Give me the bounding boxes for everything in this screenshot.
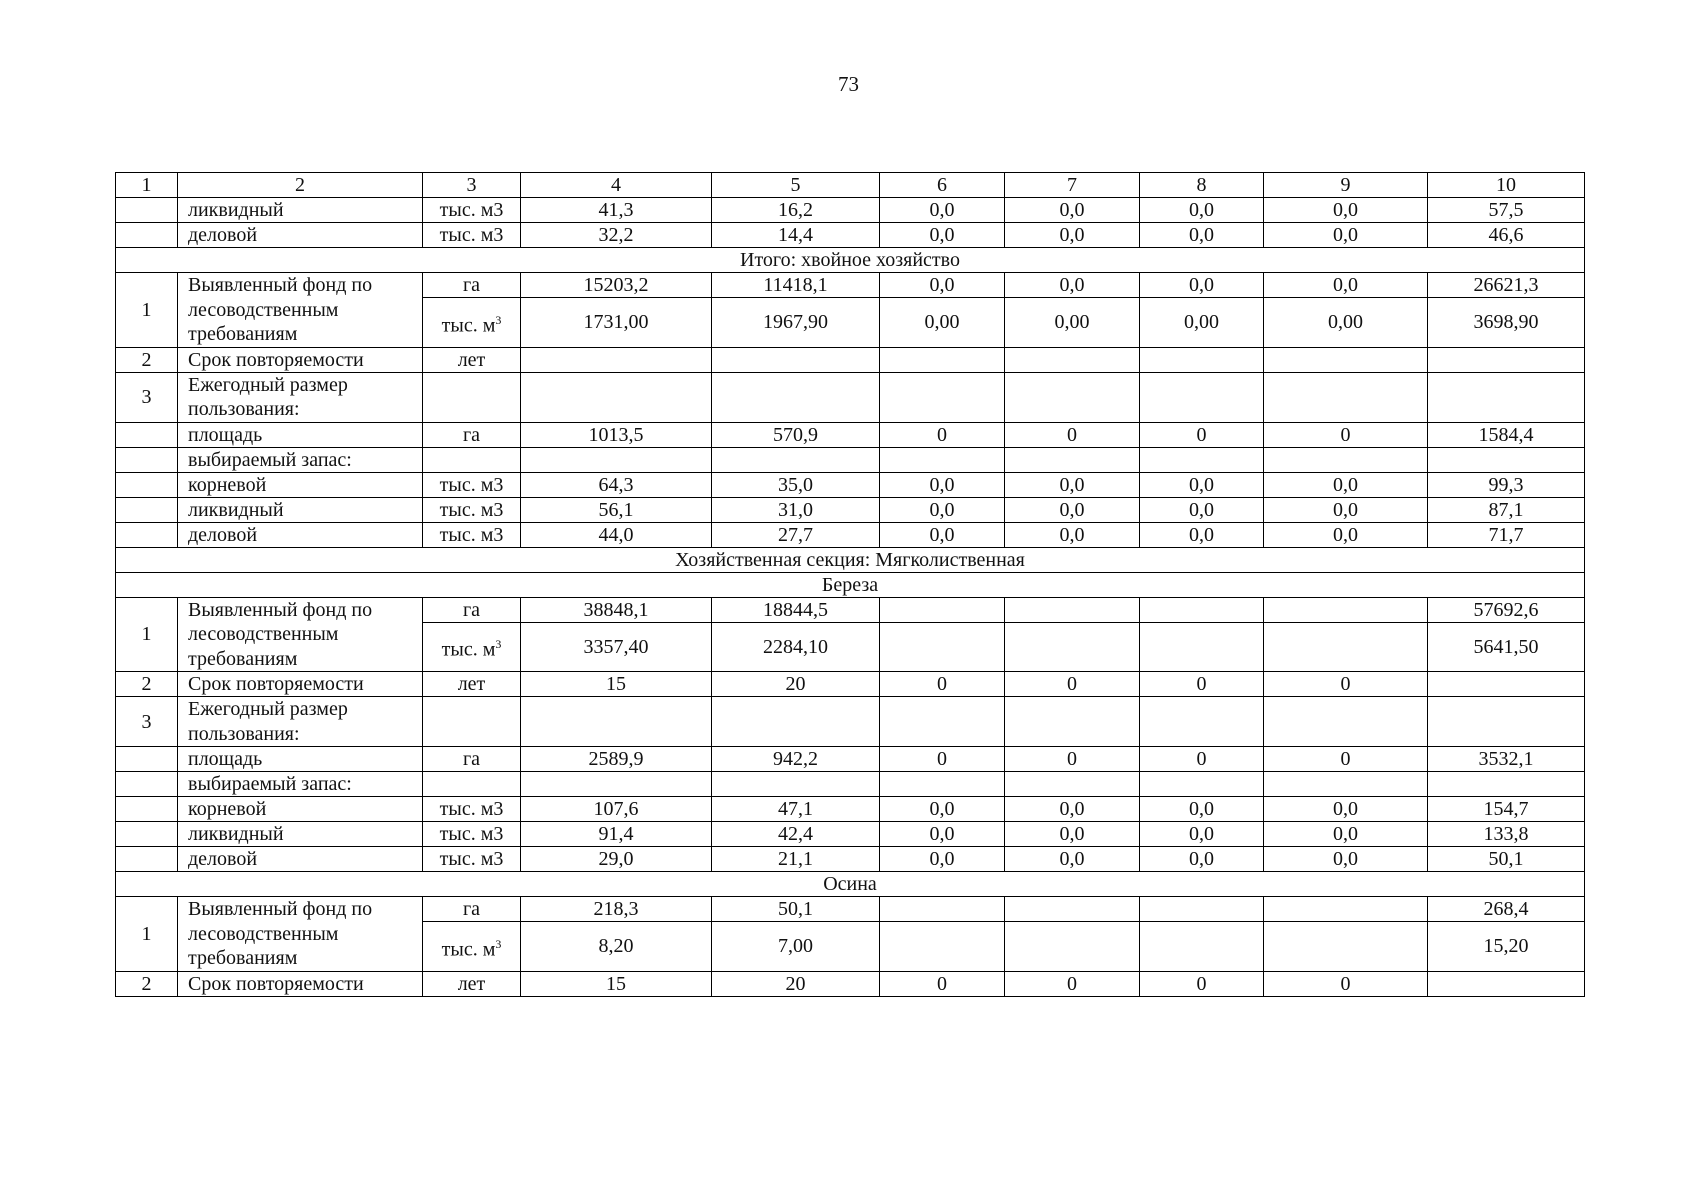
value-cell: 20 [712, 672, 880, 697]
value-cell: 0,0 [1140, 847, 1264, 872]
value-cell: 0,0 [1005, 472, 1140, 497]
row-number: 1 [116, 597, 178, 672]
table-row [116, 897, 1585, 922]
value-cell: 0,0 [1005, 797, 1140, 822]
value-cell: 0 [1005, 672, 1140, 697]
value-cell [1140, 372, 1264, 422]
value-cell [1264, 347, 1428, 372]
value-cell [1005, 447, 1140, 472]
value-cell [712, 372, 880, 422]
value-cell [521, 372, 712, 422]
row-label: Выявленный фонд по лесоводственным требованиям [178, 897, 423, 972]
value-cell: 0 [880, 672, 1005, 697]
value-cell: 0,0 [1140, 472, 1264, 497]
value-cell: 0,00 [880, 298, 1005, 347]
table-row [116, 472, 1585, 497]
value-cell: 0,0 [1005, 822, 1140, 847]
table-row [116, 772, 1585, 797]
value-cell: 87,1 [1428, 497, 1585, 522]
value-cell: 0,0 [1140, 522, 1264, 547]
section-title: Береза [116, 572, 1585, 597]
value-cell [1140, 622, 1264, 671]
value-cell: 0,00 [1005, 298, 1140, 347]
value-cell: 0,0 [1264, 797, 1428, 822]
value-cell: 133,8 [1428, 822, 1585, 847]
value-cell: 0,00 [1264, 298, 1428, 347]
unit-cell [423, 622, 521, 671]
row-label: ликвидный [178, 822, 423, 847]
row-label: деловой [178, 522, 423, 547]
unit-base: тыс. м [441, 314, 496, 337]
value-cell: 0,0 [1140, 497, 1264, 522]
row-number: 3 [116, 372, 178, 422]
table-row [116, 273, 1585, 298]
value-cell: 218,3 [521, 897, 712, 922]
value-cell: 44,0 [521, 522, 712, 547]
value-cell: 31,0 [712, 497, 880, 522]
unit-cell: тыс. м3 [423, 198, 521, 223]
table-row [116, 747, 1585, 772]
value-cell [880, 622, 1005, 671]
value-cell: 0,0 [1140, 198, 1264, 223]
value-cell: 5641,50 [1428, 622, 1585, 671]
row-number: 2 [116, 672, 178, 697]
header-cell: 9 [1264, 173, 1428, 198]
value-cell [1428, 772, 1585, 797]
value-cell: 0,0 [1264, 822, 1428, 847]
unit-cell: тыс. м3 [423, 497, 521, 522]
header-cell: 3 [423, 173, 521, 198]
value-cell: 15,20 [1428, 922, 1585, 971]
page-number: 73 [838, 72, 859, 96]
value-cell: 0 [880, 971, 1005, 996]
value-cell: 0 [880, 422, 1005, 447]
value-cell: 7,00 [712, 922, 880, 971]
value-cell [880, 597, 1005, 622]
value-cell: 0,0 [1264, 223, 1428, 248]
value-cell: 47,1 [712, 797, 880, 822]
value-cell [1005, 347, 1140, 372]
value-cell: 942,2 [712, 747, 880, 772]
row-label: Ежегодный размер пользования: [178, 372, 423, 422]
unit-cell: лет [423, 971, 521, 996]
unit-cell: лет [423, 347, 521, 372]
value-cell: 50,1 [1428, 847, 1585, 872]
unit-cell [423, 372, 521, 422]
unit-cell: тыс. м3 [423, 472, 521, 497]
header-cell: 8 [1140, 173, 1264, 198]
value-cell: 0,00 [1140, 298, 1264, 347]
table-row [116, 497, 1585, 522]
value-cell [712, 772, 880, 797]
value-cell [1264, 897, 1428, 922]
value-cell [1005, 772, 1140, 797]
value-cell: 15203,2 [521, 273, 712, 298]
value-cell: 8,20 [521, 922, 712, 971]
value-cell: 0,0 [1140, 797, 1264, 822]
value-cell [1140, 347, 1264, 372]
value-cell: 1731,00 [521, 298, 712, 347]
value-cell: 16,2 [712, 198, 880, 223]
value-cell [1428, 372, 1585, 422]
header-cell: 6 [880, 173, 1005, 198]
row-label: деловой [178, 223, 423, 248]
value-cell: 0,0 [1005, 223, 1140, 248]
value-cell [1264, 372, 1428, 422]
header-cell: 4 [521, 173, 712, 198]
row-label: Срок повторяемости [178, 672, 423, 697]
value-cell: 1013,5 [521, 422, 712, 447]
table-row [116, 522, 1585, 547]
value-cell: 1967,90 [712, 298, 880, 347]
row-label: площадь [178, 422, 423, 447]
value-cell [880, 697, 1005, 747]
row-label: площадь [178, 747, 423, 772]
table-row [116, 847, 1585, 872]
value-cell [880, 447, 1005, 472]
value-cell [521, 347, 712, 372]
value-cell: 18844,5 [712, 597, 880, 622]
row-number [116, 822, 178, 847]
value-cell [1264, 922, 1428, 971]
row-label: ликвидный [178, 198, 423, 223]
value-cell: 32,2 [521, 223, 712, 248]
value-cell: 0,0 [1264, 198, 1428, 223]
table-row [116, 971, 1585, 996]
value-cell: 0 [1140, 422, 1264, 447]
value-cell: 57692,6 [1428, 597, 1585, 622]
value-cell: 0,0 [880, 822, 1005, 847]
unit-base: тыс. м [441, 938, 496, 961]
row-label: выбираемый запас: [178, 447, 423, 472]
header-cell: 7 [1005, 173, 1140, 198]
value-cell: 0,0 [1264, 472, 1428, 497]
value-cell: 0,0 [880, 797, 1005, 822]
value-cell [880, 372, 1005, 422]
value-cell: 3357,40 [521, 622, 712, 671]
value-cell: 27,7 [712, 522, 880, 547]
row-number: 2 [116, 971, 178, 996]
row-label: Срок повторяемости [178, 347, 423, 372]
value-cell: 0,0 [1264, 273, 1428, 298]
header-cell: 2 [178, 173, 423, 198]
table-row [116, 797, 1585, 822]
value-cell [1264, 697, 1428, 747]
row-label: Выявленный фонд по лесоводственным требованиям [178, 597, 423, 672]
section-title: Хозяйственная секция: Мягколиственная [116, 547, 1585, 572]
row-number [116, 472, 178, 497]
value-cell [1140, 772, 1264, 797]
value-cell: 0,0 [1264, 522, 1428, 547]
value-cell [1264, 622, 1428, 671]
value-cell: 50,1 [712, 897, 880, 922]
value-cell [1264, 597, 1428, 622]
unit-cell: га [423, 897, 521, 922]
table-row [116, 672, 1585, 697]
value-cell: 0 [1264, 747, 1428, 772]
row-label: Выявленный фонд по лесоводственным требованиям [178, 273, 423, 348]
value-cell: 154,7 [1428, 797, 1585, 822]
value-cell: 0,0 [1005, 497, 1140, 522]
value-cell: 26621,3 [1428, 273, 1585, 298]
value-cell: 99,3 [1428, 472, 1585, 497]
value-cell: 570,9 [712, 422, 880, 447]
unit-cell: га [423, 273, 521, 298]
unit-cell: га [423, 422, 521, 447]
value-cell: 15 [521, 672, 712, 697]
value-cell: 0,0 [1005, 522, 1140, 547]
row-number [116, 847, 178, 872]
row-label: выбираемый запас: [178, 772, 423, 797]
unit-superscript: 3 [495, 637, 502, 651]
table-row [116, 223, 1585, 248]
value-cell [712, 697, 880, 747]
value-cell: 0 [1264, 971, 1428, 996]
value-cell [1005, 372, 1140, 422]
value-cell: 2589,9 [521, 747, 712, 772]
value-cell: 29,0 [521, 847, 712, 872]
value-cell: 64,3 [521, 472, 712, 497]
table-row [116, 372, 1585, 422]
value-cell: 56,1 [521, 497, 712, 522]
unit-cell [423, 298, 521, 347]
value-cell: 0 [1005, 971, 1140, 996]
value-cell [880, 772, 1005, 797]
value-cell: 0,0 [1005, 198, 1140, 223]
row-number [116, 797, 178, 822]
forest-use-table [115, 172, 1585, 997]
value-cell [521, 697, 712, 747]
value-cell: 42,4 [712, 822, 880, 847]
value-cell: 0,0 [1005, 847, 1140, 872]
unit-superscript: 3 [495, 936, 502, 951]
unit-cell [423, 922, 521, 971]
value-cell [1005, 897, 1140, 922]
value-cell: 3532,1 [1428, 747, 1585, 772]
table-row [116, 822, 1585, 847]
section-title: Итого: хвойное хозяйство [116, 248, 1585, 273]
row-label: Ежегодный размер пользования: [178, 697, 423, 747]
value-cell: 107,6 [521, 797, 712, 822]
value-cell: 35,0 [712, 472, 880, 497]
value-cell: 0,0 [880, 273, 1005, 298]
unit-cell [423, 697, 521, 747]
row-number [116, 198, 178, 223]
row-number: 1 [116, 273, 178, 348]
unit-cell [423, 772, 521, 797]
value-cell [1005, 697, 1140, 747]
unit-cell: тыс. м3 [423, 822, 521, 847]
value-cell [880, 347, 1005, 372]
header-row [116, 173, 1585, 198]
value-cell: 0,0 [1264, 847, 1428, 872]
value-cell: 14,4 [712, 223, 880, 248]
unit-cell: лет [423, 672, 521, 697]
value-cell [1264, 447, 1428, 472]
unit-cell: тыс. м3 [423, 522, 521, 547]
value-cell [712, 447, 880, 472]
value-cell: 0,0 [880, 198, 1005, 223]
table-row [116, 597, 1585, 622]
unit-cell: га [423, 747, 521, 772]
row-number [116, 497, 178, 522]
value-cell [1140, 697, 1264, 747]
value-cell: 0,0 [1264, 497, 1428, 522]
section-row [116, 572, 1585, 597]
row-label: ликвидный [178, 497, 423, 522]
value-cell: 11418,1 [712, 273, 880, 298]
unit-cell [423, 447, 521, 472]
section-row [116, 547, 1585, 572]
header-cell: 5 [712, 173, 880, 198]
row-number [116, 747, 178, 772]
value-cell: 41,3 [521, 198, 712, 223]
row-number [116, 772, 178, 797]
row-label: корневой [178, 797, 423, 822]
value-cell: 0,0 [880, 472, 1005, 497]
value-cell [1428, 971, 1585, 996]
value-cell: 268,4 [1428, 897, 1585, 922]
value-cell [1140, 447, 1264, 472]
value-cell: 0,0 [1140, 223, 1264, 248]
value-cell: 0,0 [880, 847, 1005, 872]
row-number: 1 [116, 897, 178, 972]
value-cell [712, 347, 880, 372]
value-cell [880, 922, 1005, 971]
section-row [116, 872, 1585, 897]
value-cell: 0 [1140, 971, 1264, 996]
table-row [116, 198, 1585, 223]
value-cell: 0,0 [1005, 273, 1140, 298]
value-cell: 46,6 [1428, 223, 1585, 248]
value-cell: 0,0 [880, 522, 1005, 547]
value-cell: 0 [1140, 672, 1264, 697]
value-cell: 0 [1140, 747, 1264, 772]
value-cell: 0 [1005, 747, 1140, 772]
value-cell: 0 [1005, 422, 1140, 447]
value-cell: 20 [712, 971, 880, 996]
value-cell: 0 [1264, 422, 1428, 447]
value-cell [1428, 697, 1585, 747]
value-cell: 0,0 [1140, 273, 1264, 298]
value-cell: 1584,4 [1428, 422, 1585, 447]
value-cell: 91,4 [521, 822, 712, 847]
value-cell: 0 [880, 747, 1005, 772]
value-cell [1428, 672, 1585, 697]
row-number: 2 [116, 347, 178, 372]
table-row [116, 347, 1585, 372]
table-row [116, 697, 1585, 747]
value-cell [1428, 347, 1585, 372]
row-number: 3 [116, 697, 178, 747]
row-label: Срок повторяемости [178, 971, 423, 996]
value-cell: 21,1 [712, 847, 880, 872]
value-cell [1140, 597, 1264, 622]
value-cell [1428, 447, 1585, 472]
value-cell: 0,0 [880, 223, 1005, 248]
value-cell [1005, 922, 1140, 971]
table-row [116, 422, 1585, 447]
value-cell: 38848,1 [521, 597, 712, 622]
value-cell: 15 [521, 971, 712, 996]
header-cell: 10 [1428, 173, 1585, 198]
value-cell: 0,0 [1140, 822, 1264, 847]
value-cell: 57,5 [1428, 198, 1585, 223]
value-cell [521, 772, 712, 797]
unit-cell: тыс. м3 [423, 223, 521, 248]
unit-cell: га [423, 597, 521, 622]
value-cell [521, 447, 712, 472]
section-row [116, 248, 1585, 273]
table-row [116, 447, 1585, 472]
unit-cell: тыс. м3 [423, 847, 521, 872]
row-number [116, 422, 178, 447]
value-cell: 71,7 [1428, 522, 1585, 547]
header-cell: 1 [116, 173, 178, 198]
value-cell: 3698,90 [1428, 298, 1585, 347]
value-cell: 0 [1264, 672, 1428, 697]
unit-cell: тыс. м3 [423, 797, 521, 822]
row-number [116, 447, 178, 472]
section-title: Осина [116, 872, 1585, 897]
value-cell [880, 897, 1005, 922]
row-label: деловой [178, 847, 423, 872]
row-number [116, 522, 178, 547]
row-label: корневой [178, 472, 423, 497]
value-cell: 2284,10 [712, 622, 880, 671]
value-cell [1140, 897, 1264, 922]
value-cell [1005, 597, 1140, 622]
row-number [116, 223, 178, 248]
value-cell [1264, 772, 1428, 797]
unit-base: тыс. м [441, 638, 496, 661]
value-cell [1140, 922, 1264, 971]
unit-superscript: 3 [495, 312, 502, 327]
table-body [116, 173, 1585, 997]
value-cell: 0,0 [880, 497, 1005, 522]
value-cell [1005, 622, 1140, 671]
